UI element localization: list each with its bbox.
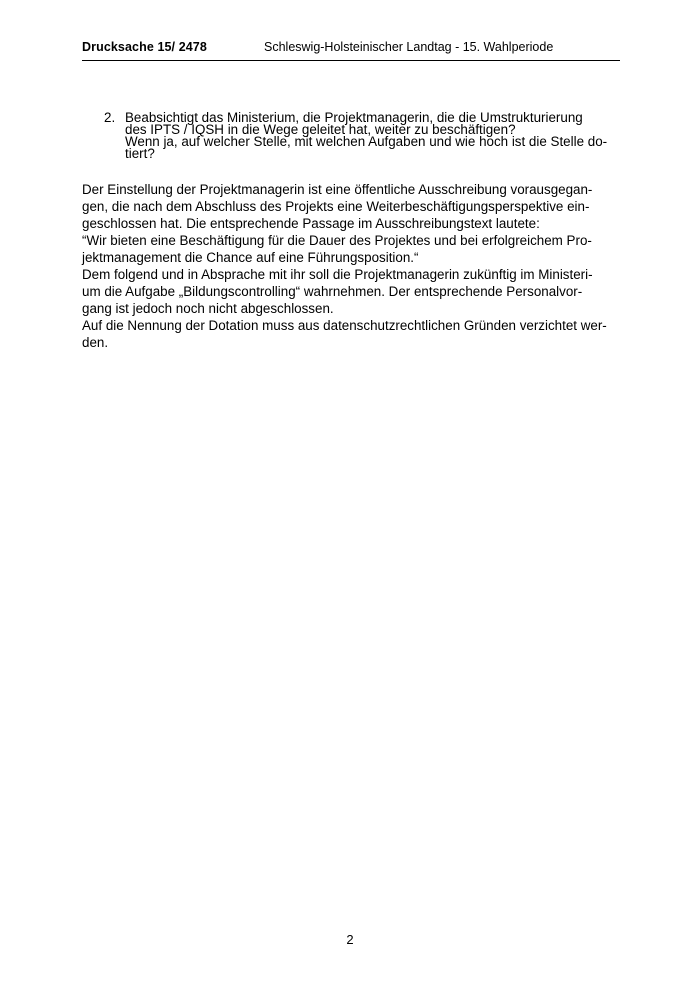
answer-line: um die Aufgabe „Bildungscontrolling“ wahrnehmen. Der entsprechende Personalvor- bbox=[82, 284, 583, 299]
question-number: 2. bbox=[104, 110, 116, 125]
answer-line: Der Einstellung der Projektmanagerin ist eine öffentliche Ausschreibung vorausgegan- bbox=[82, 182, 593, 197]
parliament-title: Schleswig-Holsteinischer Landtag - 15. Wahlperiode bbox=[264, 40, 554, 54]
question-line: des IPTS / IQSH in die Wege geleitet hat, weiter zu beschäftigen? bbox=[125, 122, 516, 137]
answer-line: den. bbox=[82, 335, 109, 350]
page-number: 2 bbox=[346, 932, 354, 947]
answer-line: geschlossen hat. Die entsprechende Passage im Ausschreibungstext lautete: bbox=[82, 216, 540, 231]
answer-line: “Wir bieten eine Beschäftigung für die Dauer des Projektes und bei erfolgreichem Pro- bbox=[82, 233, 592, 248]
answer-line: Auf die Nennung der Dotation muss aus datenschutzrechtlichen Gründen verzichtet wer- bbox=[82, 318, 607, 333]
page-header bbox=[82, 40, 620, 61]
question-line: Beabsichtigt das Ministerium, die Projektmanagerin, die die Umstrukturierung bbox=[125, 110, 583, 125]
document-number: Drucksache 15/ 2478 bbox=[82, 40, 207, 54]
answer-line: gang ist jedoch noch nicht abgeschlossen. bbox=[82, 301, 334, 316]
answer-line: gen, die nach dem Abschluss des Projekts eine Weiterbeschäftigungsperspektive ein- bbox=[82, 199, 590, 214]
question-line: tiert? bbox=[125, 146, 155, 161]
question-line: Wenn ja, auf welcher Stelle, mit welchen Aufgaben und wie hoch ist die Stelle do- bbox=[125, 134, 608, 149]
answer-line: Dem folgend und in Absprache mit ihr soll die Projektmanagerin zukünftig im Ministeri- bbox=[82, 267, 593, 282]
answer-line: jektmanagement die Chance auf eine Führungsposition.“ bbox=[82, 250, 419, 265]
answer-paragraph bbox=[82, 181, 622, 351]
